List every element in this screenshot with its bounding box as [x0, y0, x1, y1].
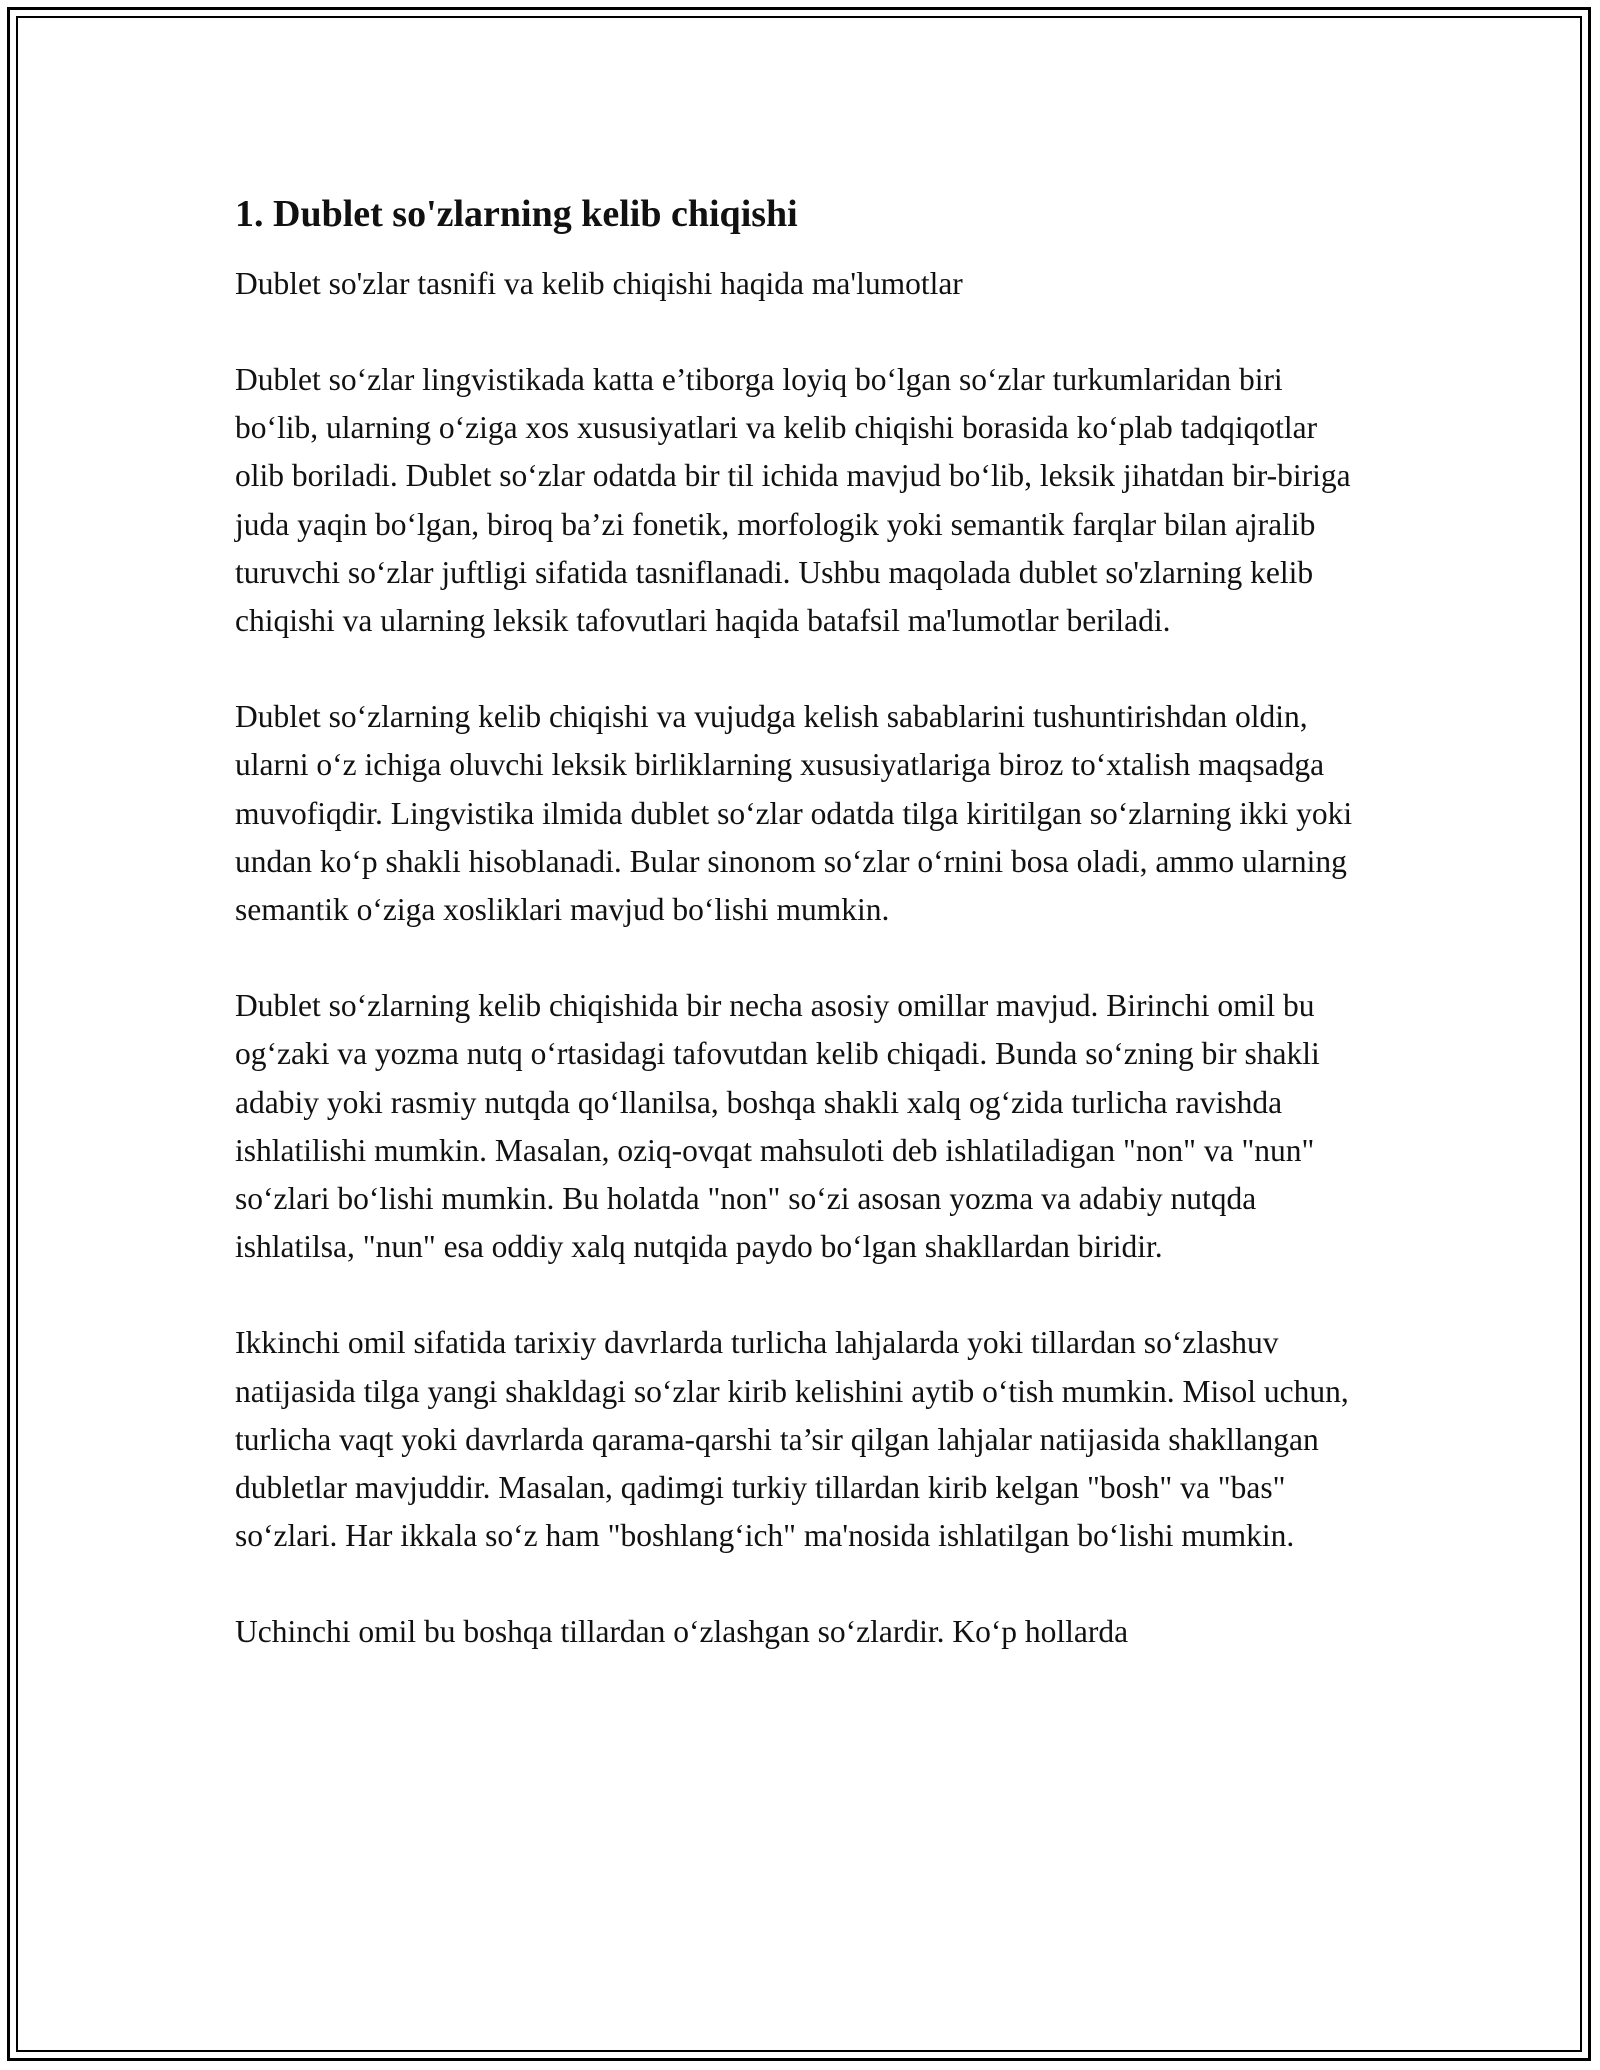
paragraph-1: Dublet so‘zlar lingvistikada katta e’tiborga loyiq bo‘lgan so‘zlar turkumlaridan biri bo‘lib, ularning o‘ziga xos xususiyatlari va kelib chiqishi borasida ko‘plab tadqiqotlar olib boriladi. Dublet so‘zlar odatda bir til ichida mavjud bo‘lib, leksik jihatdan bir-biriga juda yaqin bo‘lgan, biroq ba’zi fonetik, morfologik yoki semantik farqlar bilan ajralib turuvchi so‘zlar juftligi sifatida tasniflanadi. Ushbu maqolada dublet so'zlarning kelib chiqishi va ularning leksik tafovutlari haqida batafsil ma'lumotlar beriladi. — [235, 362, 1351, 639]
paragraph-3: Dublet so‘zlarning kelib chiqishida bir necha asosiy omillar mavjud. Birinchi omil bu og‘zaki va yozma nutq o‘rtasidagi tafovutdan kelib chiqadi. Bunda so‘zning bir shakli adabiy yoki rasmiy nutqda qo‘llanilsa, boshqa shakli xalq og‘zida turlicha ravishda ishlatilishi mumkin. Masalan, oziq-ovqat mahsuloti deb ishlatiladigan "non" va "nun" so‘zlari bo‘lishi mumkin. Bu holatda "non" so‘zi asosan yozma va adabiy nutqda ishlatilsa, "nun" esa oddiy xalq nutqida paydo bo‘lgan shakllardan biridir. — [235, 988, 1320, 1265]
paragraph-2: Dublet so‘zlarning kelib chiqishi va vujudga kelish sabablarini tushuntirishdan oldin, ularni o‘z ichiga oluvchi leksik birliklarning xususiyatlariga biroz to‘xtalish maqsadga muvofiqdir. Lingvistika ilmida dublet so‘zlar odatda tilga kiritilgan so‘zlarning ikki yoki undan ko‘p shakli hisoblanadi. Bular sinonom so‘zlar o‘rnini bosa oladi, ammo ularning semantik o‘ziga xosliklari mavjud bo‘lishi mumkin. — [235, 699, 1353, 928]
paragraph-4: Ikkinchi omil sifatida tarixiy davrlarda turlicha lahjalarda yoki tillardan so‘zlashuv natijasida tilga yangi shakldagi so‘zlar kirib kelishini aytib o‘tish mumkin. Misol uchun, turlicha vaqt yoki davrlarda qarama-qarshi ta’sir qilgan lahjalar natijasida shakllangan dubletlar mavjuddir. Masalan, qadimgi turkiy tillardan kirib kelgan "bosh" va "bas" so‘zlari. Har ikkala so‘z ham "boshlang‘ich" ma'nosida ishlatilgan bo‘lishi mumkin. — [235, 1325, 1349, 1554]
document-title: 1. Dublet so'zlarning kelib chiqishi — [235, 193, 798, 235]
document-body — [235, 188, 1370, 1705]
paragraph-5: Uchinchi omil bu boshqa tillardan o‘zlashgan so‘zlardir. Ko‘p hollarda — [235, 1614, 1129, 1650]
document-subtitle: Dublet so'zlar tasnifi va kelib chiqishi haqida ma'lumotlar — [235, 266, 963, 301]
